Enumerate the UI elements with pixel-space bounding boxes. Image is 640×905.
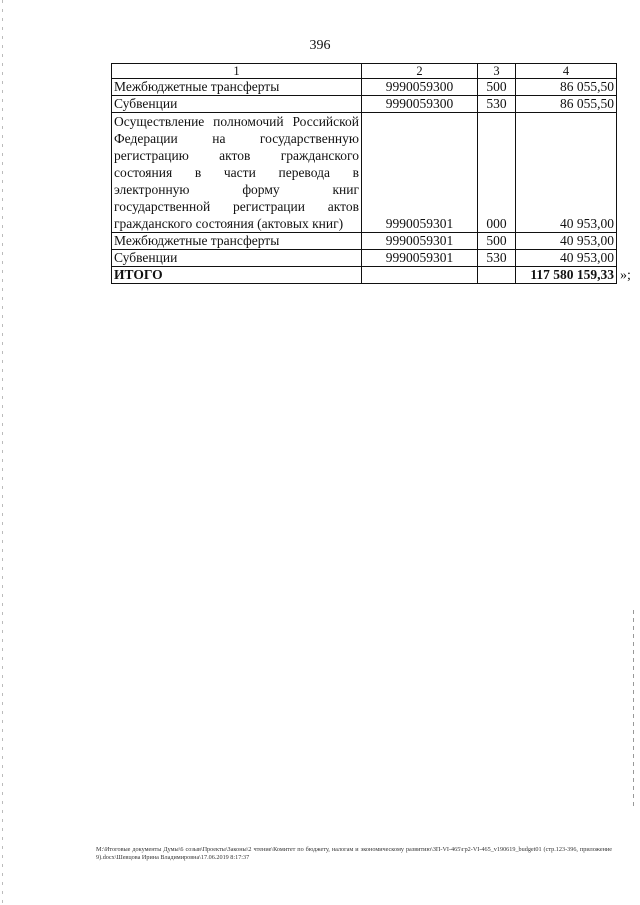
- row-code: 9990059301: [362, 113, 478, 233]
- row-name: Осуществление полномочий Российской Федерации на государственную регистрацию актов гражданского состояния в части перевода в электронную форму книг государственной регистрации актов гражданского состояния (актовых книг): [112, 113, 362, 233]
- row-type: 500: [478, 79, 516, 96]
- scan-margin-line: [2, 0, 3, 905]
- row-type: 500: [478, 233, 516, 250]
- row-sum: 40 953,00: [516, 250, 617, 267]
- total-code: [362, 267, 478, 284]
- table-row: [112, 250, 617, 267]
- row-code: 9990059301: [362, 250, 478, 267]
- table-row: [112, 113, 617, 233]
- table-row: [112, 79, 617, 96]
- row-type: 000: [478, 113, 516, 233]
- header-col-2: 2: [362, 64, 478, 79]
- header-col-1: 1: [112, 64, 362, 79]
- header-col-3: 3: [478, 64, 516, 79]
- total-row: [112, 267, 617, 284]
- scan-margin-line-right: [633, 610, 634, 810]
- row-name: Межбюджетные трансферты: [112, 233, 362, 250]
- row-type: 530: [478, 96, 516, 113]
- header-col-4: 4: [516, 64, 617, 79]
- row-sum: 86 055,50: [516, 79, 617, 96]
- row-sum: 40 953,00: [516, 113, 617, 233]
- row-code: 9990059300: [362, 79, 478, 96]
- total-label: ИТОГО: [112, 267, 362, 284]
- row-name: Субвенции: [112, 96, 362, 113]
- table-row: [112, 96, 617, 113]
- row-code: 9990059301: [362, 233, 478, 250]
- file-path-footer: М:\Итоговые документы Думы\6 созыв\Проекты\Законы\2 чтение\Комитет по бюджету, налогам и экономическому развитию\ЗП-VI-465\гр2-VI-465_v190619_budget01 (стр.123-396, приложение 9).docx\Шевцова Ирина Владимировна\17.06.2019 8:17:37: [96, 846, 612, 861]
- total-type: [478, 267, 516, 284]
- row-code: 9990059300: [362, 96, 478, 113]
- row-name: Межбюджетные трансферты: [112, 79, 362, 96]
- row-sum: 86 055,50: [516, 96, 617, 113]
- budget-table: [111, 63, 617, 284]
- page-number: 396: [309, 38, 331, 53]
- row-name: Субвенции: [112, 250, 362, 267]
- closing-quote: »;: [620, 268, 631, 283]
- total-sum: 117 580 159,33: [516, 267, 617, 284]
- row-sum: 40 953,00: [516, 233, 617, 250]
- table-header-row: [112, 64, 617, 79]
- row-type: 530: [478, 250, 516, 267]
- table-row: [112, 233, 617, 250]
